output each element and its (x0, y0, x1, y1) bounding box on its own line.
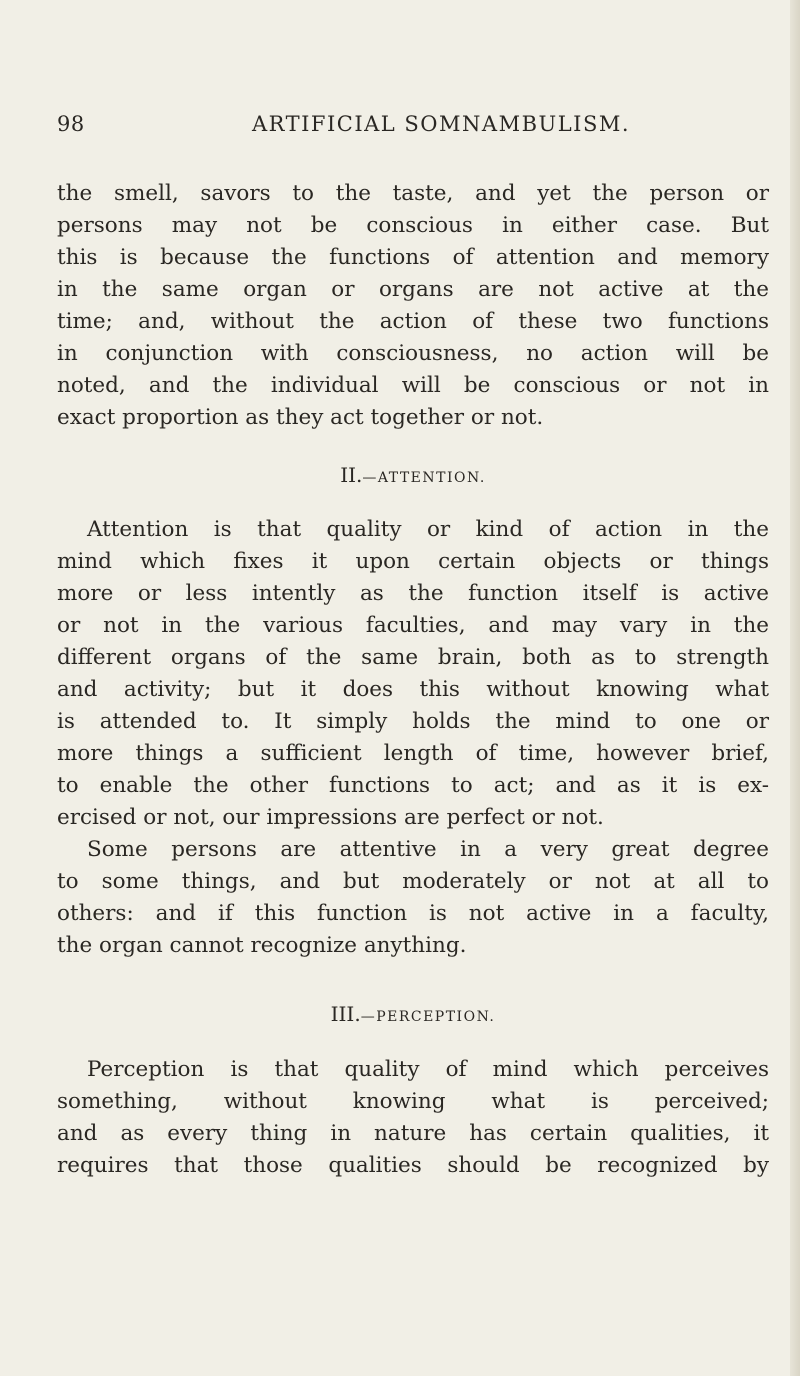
text-line: this is because the functions of attention and memory (57, 245, 769, 270)
text-line: noted, and the individual will be conscious or not in (57, 373, 769, 398)
text-line: and as every thing in nature has certain qualities, it (57, 1121, 769, 1146)
text-line: the organ cannot recognize anything. (57, 933, 467, 958)
text-line: requires that those qualities should be recognized by (57, 1153, 769, 1178)
running-head: ARTIFICIAL SOMNAMBULISM. (252, 112, 631, 136)
section-heading-attention (57, 461, 769, 492)
text-line: persons may not be conscious in either case. But (57, 213, 769, 238)
page-number: 98 (57, 112, 85, 136)
text-line: to some things, and but moderately or not at all to (57, 869, 769, 894)
text-line: Attention is that quality or kind of action in the (87, 517, 769, 542)
section-numeral: III. (330, 1002, 361, 1026)
text-line: others: and if this function is not active in a faculty, (57, 901, 769, 926)
text-line: and activity; but it does this without knowing what (57, 677, 769, 702)
text-line: is attended to. It simply holds the mind to one or (57, 709, 769, 734)
text-line: or not in the various faculties, and may vary in the (57, 613, 769, 638)
page-header (57, 112, 757, 144)
text-line: in the same organ or organs are not active at the (57, 277, 769, 302)
text-line: ercised or not, our impressions are perfect or not. (57, 805, 604, 830)
page-edge-shadow (790, 0, 800, 1376)
section-numeral: II. (340, 463, 363, 487)
text-line: exact proportion as they act together or not. (57, 405, 544, 430)
text-line: time; and, without the action of these two functions (57, 309, 769, 334)
text-line: mind which fixes it upon certain objects or things (57, 549, 769, 574)
section-title: —ATTENTION. (362, 470, 486, 486)
text-line: more things a sufficient length of time, however brief, (57, 741, 769, 766)
text-line: something, without knowing what is perceived; (57, 1089, 769, 1114)
text-line: the smell, savors to the taste, and yet the person or (57, 181, 769, 206)
text-line: in conjunction with consciousness, no action will be (57, 341, 769, 366)
text-line: to enable the other functions to act; and as it is ex- (57, 773, 769, 798)
section-title: —PERCEPTION. (360, 1009, 496, 1025)
text-line: Some persons are attentive in a very great degree (87, 837, 769, 862)
text-line: more or less intently as the function itself is active (57, 581, 769, 606)
text-line: different organs of the same brain, both as to strength (57, 645, 769, 670)
section-heading-perception (57, 1000, 769, 1031)
text-line: Perception is that quality of mind which perceives (87, 1057, 769, 1082)
